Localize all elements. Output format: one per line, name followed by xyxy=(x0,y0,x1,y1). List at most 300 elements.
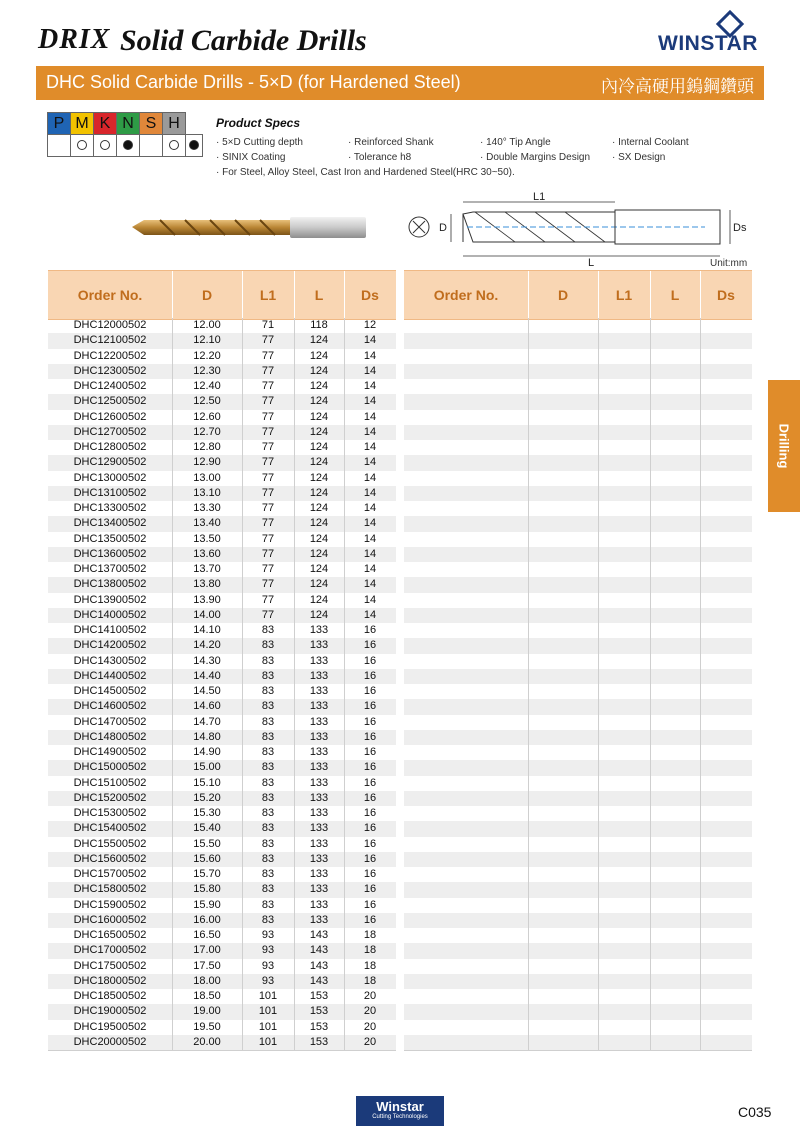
winstar-logo-text: WINSTAR xyxy=(658,32,758,55)
ds-cell: 20 xyxy=(363,1005,377,1018)
order-no-cell: DHC14800502 xyxy=(73,730,147,743)
order-no-cell: DHC14700502 xyxy=(73,715,147,728)
l1-cell: 77 xyxy=(261,456,275,469)
specs-title: Product Specs xyxy=(216,116,301,130)
header-l: L xyxy=(314,287,324,303)
material-mark-cell xyxy=(71,135,94,157)
header-d: D xyxy=(201,287,213,303)
suitable-dot-icon xyxy=(123,140,133,150)
ds-cell: 16 xyxy=(363,883,377,896)
order-no-cell: DHC20000502 xyxy=(73,1035,147,1048)
usable-circle-icon xyxy=(77,140,87,150)
order-no-cell: DHC13100502 xyxy=(73,486,147,499)
ds-cell: 16 xyxy=(363,746,377,758)
d-cell: 12.70 xyxy=(193,425,221,438)
l-cell: 124 xyxy=(309,486,329,499)
material-grid xyxy=(47,112,203,157)
product-banner xyxy=(36,66,764,100)
material-mark-row xyxy=(48,135,203,157)
l-cell: 143 xyxy=(309,959,329,972)
order-no-cell: DHC14400502 xyxy=(73,669,147,682)
d-cell: 13.70 xyxy=(193,563,221,575)
header-order-no: Order No. xyxy=(433,287,499,303)
order-no-cell: DHC15500502 xyxy=(73,837,147,850)
l1-cell: 83 xyxy=(261,837,275,850)
order-no-cell: DHC13400502 xyxy=(73,517,147,530)
d-cell: 14.40 xyxy=(193,669,221,682)
order-no-cell: DHC14100502 xyxy=(73,624,147,636)
order-no-cell: DHC13600502 xyxy=(73,547,147,560)
d-cell: 12.30 xyxy=(193,364,221,377)
l1-cell: 83 xyxy=(261,700,275,713)
l-cell: 153 xyxy=(309,1035,329,1048)
l-cell: 124 xyxy=(309,578,329,591)
ds-cell: 16 xyxy=(363,761,377,774)
order-no-cell: DHC15900502 xyxy=(73,898,147,911)
l-cell: 124 xyxy=(309,563,329,575)
l1-cell: 101 xyxy=(258,990,278,1002)
l1-cell: 77 xyxy=(261,395,275,408)
material-mark-cell xyxy=(140,135,163,157)
l1-cell: 83 xyxy=(261,852,275,865)
order-no-cell: DHC16500502 xyxy=(73,929,147,941)
d-cell: 15.20 xyxy=(193,791,221,804)
d-cell: 19.50 xyxy=(193,1020,221,1033)
spec-item: · 5×D Cutting depth xyxy=(216,137,303,148)
l1-cell: 77 xyxy=(261,578,275,591)
order-no-cell: DHC12100502 xyxy=(73,334,147,347)
order-no-cell: DHC14200502 xyxy=(73,639,147,652)
header-l1: L1 xyxy=(259,287,277,303)
page-title: Solid Carbide Drills xyxy=(120,24,367,57)
d-cell: 15.00 xyxy=(193,761,221,774)
order-no-cell: DHC12400502 xyxy=(73,380,147,392)
material-letter: K xyxy=(99,114,111,132)
ds-cell: 16 xyxy=(363,669,377,682)
d-cell: 13.50 xyxy=(193,532,221,545)
drix-logo: DRIX xyxy=(38,24,111,55)
l-cell: 133 xyxy=(309,715,329,728)
l1-cell: 83 xyxy=(261,624,275,636)
column-divider xyxy=(242,318,243,1050)
ds-cell: 14 xyxy=(363,578,377,591)
l-cell: 153 xyxy=(309,1020,329,1033)
l1-cell: 101 xyxy=(258,1035,278,1048)
material-mark-cell xyxy=(163,135,186,157)
l1-cell: 83 xyxy=(261,913,275,926)
l-cell: 124 xyxy=(309,349,329,362)
l1-cell: 83 xyxy=(261,685,275,697)
spec-item: · For Steel, Alloy Steel, Cast Iron and Hardened Steel(HRC 30~50). xyxy=(216,167,515,178)
order-no-cell: DHC19500502 xyxy=(73,1020,147,1033)
l-cell: 133 xyxy=(309,883,329,896)
spec-item: · 140° Tip Angle xyxy=(480,137,551,148)
drill-photo xyxy=(130,212,370,242)
ds-cell: 20 xyxy=(363,1020,377,1033)
l-cell: 143 xyxy=(309,929,329,941)
column-divider xyxy=(172,318,173,1050)
order-no-cell: DHC13700502 xyxy=(73,563,147,575)
d-cell: 15.40 xyxy=(193,822,221,835)
ds-cell: 14 xyxy=(363,410,377,423)
order-no-cell: DHC12700502 xyxy=(73,425,147,438)
ds-cell: 20 xyxy=(363,1035,377,1048)
ds-cell: 14 xyxy=(363,456,377,469)
ds-cell: 14 xyxy=(363,395,377,408)
drill-dimension-diagram xyxy=(405,190,755,270)
order-no-cell: DHC14600502 xyxy=(73,700,147,713)
footer-logo xyxy=(356,1096,444,1126)
spec-item: · Double Margins Design xyxy=(480,152,591,163)
order-no-cell: DHC14300502 xyxy=(73,654,147,667)
l-cell: 124 xyxy=(309,410,329,423)
order-no-cell: DHC15100502 xyxy=(73,776,147,789)
l1-cell: 101 xyxy=(258,1020,278,1033)
column-divider xyxy=(598,318,599,1050)
l1-cell: 83 xyxy=(261,761,275,774)
d-cell: 14.00 xyxy=(193,608,221,621)
l-cell: 133 xyxy=(309,654,329,667)
d-cell: 16.50 xyxy=(193,929,221,941)
suitable-dot-icon xyxy=(189,140,199,150)
diagram-label-d: D xyxy=(439,222,447,234)
d-cell: 14.60 xyxy=(193,700,221,713)
column-divider xyxy=(344,318,345,1050)
l1-cell: 83 xyxy=(261,654,275,667)
ds-cell: 16 xyxy=(363,837,377,850)
l-cell: 124 xyxy=(309,547,329,560)
order-no-cell: DHC15300502 xyxy=(73,807,147,819)
l1-cell: 93 xyxy=(261,974,275,987)
order-no-cell: DHC12800502 xyxy=(73,441,147,453)
l1-cell: 83 xyxy=(261,730,275,743)
l1-cell: 83 xyxy=(261,791,275,804)
l1-cell: 71 xyxy=(261,319,275,331)
material-letter: M xyxy=(75,114,89,132)
order-no-cell: DHC15200502 xyxy=(73,791,147,804)
ds-cell: 14 xyxy=(363,532,377,545)
l-cell: 133 xyxy=(309,868,329,880)
l1-cell: 77 xyxy=(261,364,275,377)
order-no-cell: DHC12200502 xyxy=(73,349,147,362)
l-cell: 133 xyxy=(309,852,329,865)
d-cell: 17.50 xyxy=(193,959,221,972)
order-no-cell: DHC12000502 xyxy=(73,319,147,331)
l1-cell: 77 xyxy=(261,334,275,347)
order-no-cell: DHC15700502 xyxy=(73,868,147,880)
footer-logo-sub: Cutting Technologies xyxy=(372,1114,428,1120)
material-mark-cell xyxy=(48,135,71,157)
l1-cell: 83 xyxy=(261,746,275,758)
d-cell: 12.80 xyxy=(193,441,221,453)
d-cell: 13.40 xyxy=(193,517,221,530)
ds-cell: 16 xyxy=(363,715,377,728)
l1-cell: 83 xyxy=(261,669,275,682)
l1-cell: 83 xyxy=(261,807,275,819)
material-letter: H xyxy=(168,114,180,132)
l-cell: 124 xyxy=(309,502,329,514)
d-cell: 20.00 xyxy=(193,1035,221,1048)
d-cell: 13.00 xyxy=(193,471,221,484)
l1-cell: 83 xyxy=(261,776,275,789)
l1-cell: 77 xyxy=(261,563,275,575)
d-cell: 12.10 xyxy=(193,334,221,347)
l-cell: 124 xyxy=(309,334,329,347)
header-ds: Ds xyxy=(717,287,735,303)
order-no-cell: DHC14000502 xyxy=(73,608,147,621)
l-cell: 124 xyxy=(309,532,329,545)
ds-cell: 18 xyxy=(363,974,377,987)
table-right-body xyxy=(404,318,752,1051)
header-l1: L1 xyxy=(615,287,633,303)
material-s-cell xyxy=(140,113,163,135)
l1-cell: 77 xyxy=(261,517,275,530)
diagram-label-l1: L1 xyxy=(533,191,546,203)
order-no-cell: DHC13500502 xyxy=(73,532,147,545)
d-cell: 13.30 xyxy=(193,502,221,514)
ds-cell: 16 xyxy=(363,685,377,697)
ds-cell: 16 xyxy=(363,868,377,880)
l-cell: 124 xyxy=(309,593,329,606)
d-cell: 14.70 xyxy=(193,715,221,728)
ds-cell: 14 xyxy=(363,441,377,453)
ds-cell: 16 xyxy=(363,776,377,789)
unit-label: Unit:mm xyxy=(710,258,748,269)
ds-cell: 14 xyxy=(363,471,377,484)
l1-cell: 77 xyxy=(261,349,275,362)
l-cell: 133 xyxy=(309,837,329,850)
ds-cell: 18 xyxy=(363,929,377,941)
order-no-cell: DHC15600502 xyxy=(73,852,147,865)
banner-title-chinese: 內冷高硬用鎢鋼鑽頭 xyxy=(601,77,754,96)
side-tab-label: Drilling xyxy=(776,423,792,469)
d-cell: 18.00 xyxy=(193,974,221,987)
d-cell: 12.40 xyxy=(193,380,221,392)
order-no-cell: DHC12900502 xyxy=(73,456,147,469)
l-cell: 124 xyxy=(309,364,329,377)
l1-cell: 93 xyxy=(261,929,275,941)
l1-cell: 77 xyxy=(261,502,275,514)
ds-cell: 14 xyxy=(363,380,377,392)
d-cell: 12.90 xyxy=(193,456,221,469)
l1-cell: 83 xyxy=(261,715,275,728)
header-d: D xyxy=(557,287,569,303)
l-cell: 133 xyxy=(309,669,329,682)
ds-cell: 16 xyxy=(363,852,377,865)
material-m-cell xyxy=(71,113,94,135)
material-p-cell xyxy=(48,113,71,135)
l-cell: 133 xyxy=(309,776,329,789)
d-cell: 13.80 xyxy=(193,578,221,591)
material-h-cell xyxy=(163,113,186,135)
l1-cell: 77 xyxy=(261,410,275,423)
d-cell: 15.30 xyxy=(193,807,221,819)
d-cell: 15.50 xyxy=(193,837,221,850)
header-l: L xyxy=(670,287,680,303)
order-no-cell: DHC13800502 xyxy=(73,578,147,591)
header-ds: Ds xyxy=(361,287,379,303)
order-no-cell: DHC17000502 xyxy=(73,944,147,957)
l-cell: 133 xyxy=(309,746,329,758)
material-mark-cell xyxy=(186,135,203,157)
order-no-cell: DHC18500502 xyxy=(73,990,147,1002)
ds-cell: 14 xyxy=(363,593,377,606)
d-cell: 19.00 xyxy=(193,1005,221,1018)
diagram-label-l: L xyxy=(588,257,595,269)
d-cell: 14.10 xyxy=(193,624,221,636)
ds-cell: 16 xyxy=(363,898,377,911)
l-cell: 143 xyxy=(309,974,329,987)
ds-cell: 20 xyxy=(363,990,377,1002)
ds-cell: 16 xyxy=(363,624,377,636)
d-cell: 12.00 xyxy=(193,319,221,331)
l-cell: 153 xyxy=(309,990,329,1002)
spec-item: · SINIX Coating xyxy=(216,152,286,163)
l-cell: 133 xyxy=(309,730,329,743)
d-cell: 15.80 xyxy=(193,883,221,896)
spec-item: · Internal Coolant xyxy=(612,137,689,148)
header-order-no: Order No. xyxy=(77,287,143,303)
d-cell: 18.50 xyxy=(193,990,221,1002)
column-divider xyxy=(528,318,529,1050)
l-cell: 153 xyxy=(309,1005,329,1018)
order-no-cell: DHC12600502 xyxy=(73,410,147,423)
order-no-cell: DHC17500502 xyxy=(73,959,147,972)
d-cell: 14.50 xyxy=(193,685,221,697)
ds-cell: 14 xyxy=(363,502,377,514)
footer-logo-main: Winstar xyxy=(376,1099,424,1114)
ds-cell: 14 xyxy=(363,563,377,575)
ds-cell: 16 xyxy=(363,654,377,667)
l-cell: 133 xyxy=(309,791,329,804)
l1-cell: 77 xyxy=(261,608,275,621)
order-no-cell: DHC12300502 xyxy=(73,364,147,377)
ds-cell: 18 xyxy=(363,959,377,972)
l1-cell: 77 xyxy=(261,486,275,499)
d-cell: 12.50 xyxy=(193,395,221,408)
table-right-header xyxy=(404,270,752,320)
spec-item: · SX Design xyxy=(612,152,666,163)
l-cell: 133 xyxy=(309,624,329,636)
usable-circle-icon xyxy=(169,140,179,150)
column-divider xyxy=(650,318,651,1050)
section-side-tab xyxy=(768,380,800,512)
ds-cell: 16 xyxy=(363,791,377,804)
order-no-cell: DHC14500502 xyxy=(73,685,147,697)
l1-cell: 93 xyxy=(261,944,275,957)
l1-cell: 77 xyxy=(261,425,275,438)
d-cell: 14.30 xyxy=(193,654,221,667)
ds-cell: 16 xyxy=(363,807,377,819)
ds-cell: 16 xyxy=(363,700,377,713)
ds-cell: 14 xyxy=(363,364,377,377)
ds-cell: 18 xyxy=(363,944,377,957)
l-cell: 124 xyxy=(309,380,329,392)
l-cell: 133 xyxy=(309,913,329,926)
ds-cell: 12 xyxy=(363,319,377,331)
d-cell: 15.10 xyxy=(193,776,221,789)
l-cell: 124 xyxy=(309,608,329,621)
banner-title: DHC Solid Carbide Drills - 5×D (for Hardened Steel) xyxy=(46,72,461,92)
ds-cell: 14 xyxy=(363,608,377,621)
material-mark-cell xyxy=(94,135,117,157)
l-cell: 124 xyxy=(309,456,329,469)
l-cell: 133 xyxy=(309,700,329,713)
d-cell: 15.90 xyxy=(193,898,221,911)
d-cell: 14.20 xyxy=(193,639,221,652)
usable-circle-icon xyxy=(100,140,110,150)
order-no-cell: DHC13000502 xyxy=(73,471,147,484)
l-cell: 124 xyxy=(309,395,329,408)
order-no-cell: DHC18000502 xyxy=(73,974,147,987)
l1-cell: 83 xyxy=(261,868,275,880)
material-letter: N xyxy=(122,114,134,132)
material-k-cell xyxy=(94,113,117,135)
l1-cell: 77 xyxy=(261,532,275,545)
d-cell: 13.60 xyxy=(193,547,221,560)
diagram-label-ds: Ds xyxy=(733,222,747,234)
l-cell: 124 xyxy=(309,441,329,453)
spec-item: · Tolerance h8 xyxy=(348,152,412,163)
l1-cell: 83 xyxy=(261,822,275,835)
l1-cell: 77 xyxy=(261,441,275,453)
d-cell: 15.70 xyxy=(193,868,221,880)
d-cell: 13.10 xyxy=(193,486,221,499)
l1-cell: 77 xyxy=(261,471,275,484)
d-cell: 12.20 xyxy=(193,349,221,362)
l-cell: 118 xyxy=(310,319,328,331)
spec-item: · Reinforced Shank xyxy=(348,137,434,148)
ds-cell: 14 xyxy=(363,334,377,347)
material-n-cell xyxy=(117,113,140,135)
l-cell: 133 xyxy=(309,639,329,652)
ds-cell: 16 xyxy=(363,730,377,743)
table-left-body xyxy=(48,318,396,1051)
order-no-cell: DHC13300502 xyxy=(73,502,147,514)
l-cell: 133 xyxy=(309,807,329,819)
column-divider xyxy=(700,318,701,1050)
l1-cell: 93 xyxy=(261,959,275,972)
l1-cell: 77 xyxy=(261,547,275,560)
l1-cell: 83 xyxy=(261,639,275,652)
l1-cell: 77 xyxy=(261,380,275,392)
l1-cell: 77 xyxy=(261,593,275,606)
d-cell: 12.60 xyxy=(193,410,221,423)
order-no-cell: DHC12500502 xyxy=(73,395,147,408)
material-letter: S xyxy=(145,114,157,132)
l-cell: 143 xyxy=(309,944,329,957)
ds-cell: 14 xyxy=(363,349,377,362)
material-letter-row xyxy=(48,113,203,135)
material-mark-cell xyxy=(117,135,140,157)
material-letter: P xyxy=(53,114,65,132)
l-cell: 124 xyxy=(309,425,329,438)
ds-cell: 14 xyxy=(363,425,377,438)
l1-cell: 83 xyxy=(261,898,275,911)
l1-cell: 101 xyxy=(258,1005,278,1018)
ds-cell: 14 xyxy=(363,547,377,560)
order-no-cell: DHC14900502 xyxy=(73,746,147,758)
d-cell: 16.00 xyxy=(193,913,221,926)
order-no-cell: DHC13900502 xyxy=(73,593,147,606)
d-cell: 13.90 xyxy=(193,593,221,606)
order-no-cell: DHC19000502 xyxy=(73,1005,147,1018)
page-number: C035 xyxy=(738,1104,772,1120)
ds-cell: 14 xyxy=(363,486,377,499)
l-cell: 124 xyxy=(309,517,329,530)
l-cell: 133 xyxy=(309,898,329,911)
l-cell: 133 xyxy=(309,761,329,774)
